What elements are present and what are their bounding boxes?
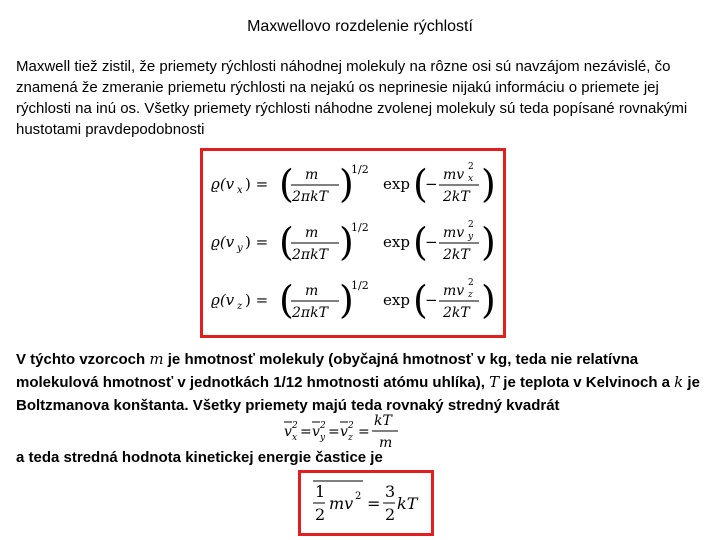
numerator-mv: mv bbox=[443, 283, 465, 299]
intro-paragraph: Maxwell tiež zistil, že priemety rýchlosti náhodnej molekuly na rôzne osi sú navzájom nezávislé, čo znamená že zmeranie priemetu rýchlosti na nejakú os neprinesie nijakú informáciu o priemete jej rýchlosti na inú os. Všetky priemety rýchlosti náhodne zvolenej molekuly sú teda popísané rovnakými hustotami pravdepodobnosti bbox=[16, 58, 688, 138]
equation-vz bbox=[211, 278, 496, 322]
svg-text:=: = bbox=[367, 494, 381, 513]
svg-text:z: z bbox=[468, 290, 473, 300]
exponent-half: 1/2 bbox=[351, 279, 369, 292]
svg-text:(: ( bbox=[279, 278, 294, 322]
svg-text:v: v bbox=[312, 424, 320, 440]
subscript-label: y bbox=[237, 243, 243, 254]
svg-text:(: ( bbox=[413, 278, 428, 322]
var-T: T bbox=[489, 373, 500, 391]
exp-label: exp bbox=[383, 291, 410, 309]
svg-text:y: y bbox=[320, 433, 326, 443]
subscript-label: z bbox=[237, 301, 243, 312]
maxwell-equations-box bbox=[200, 148, 506, 338]
exp-label: exp bbox=[383, 175, 410, 193]
svg-text:(: ( bbox=[413, 220, 428, 264]
rho-symbol: ϱ(v bbox=[211, 233, 235, 251]
svg-text:2: 2 bbox=[292, 421, 298, 431]
svg-text:2: 2 bbox=[468, 278, 474, 288]
svg-text:2: 2 bbox=[468, 220, 474, 230]
svg-text:): ) bbox=[481, 162, 496, 206]
svg-text:x: x bbox=[468, 174, 474, 184]
exp-label: exp bbox=[383, 233, 410, 251]
kinetic-energy-box bbox=[298, 470, 434, 536]
svg-text:v: v bbox=[340, 424, 348, 440]
svg-text:y: y bbox=[468, 232, 474, 242]
svg-text:3: 3 bbox=[385, 482, 396, 501]
svg-text:) =: ) = bbox=[245, 175, 269, 193]
numerator-mv: mv bbox=[443, 167, 465, 183]
svg-text:): ) bbox=[339, 162, 354, 206]
exponent-half: 1/2 bbox=[351, 163, 369, 176]
rho-symbol: ϱ(v bbox=[211, 291, 235, 309]
svg-text:) =: ) = bbox=[245, 291, 269, 309]
body-text-4: je Boltzmanova konštanta. Všetky priemety majú teda rovnaký stredný kvadrát bbox=[16, 374, 700, 414]
body-paragraph bbox=[16, 348, 706, 417]
body-text-1: V týchto vzorcoch bbox=[16, 351, 150, 368]
denominator-2kT: 2kT bbox=[443, 247, 470, 263]
slide-title: Maxwellovo rozdelenie rýchlostí bbox=[247, 18, 473, 35]
svg-text:kT: kT bbox=[397, 494, 418, 513]
svg-text:): ) bbox=[339, 278, 354, 322]
svg-text:): ) bbox=[481, 278, 496, 322]
rho-symbol: ϱ(v bbox=[211, 175, 235, 193]
body-text-2: je hmotnosť molekuly (obyčajná hmotnosť v kg, teda nie relatívna molekulová hmotnosť v jednotkách 1/12 hmotnosti atómu uhlíka), bbox=[16, 351, 639, 391]
svg-text:(: ( bbox=[413, 162, 428, 206]
equation-vy bbox=[211, 220, 496, 264]
svg-text:v: v bbox=[284, 424, 292, 440]
denominator-2kT: 2kT bbox=[443, 305, 470, 321]
svg-text:−: − bbox=[425, 233, 438, 251]
svg-text:(: ( bbox=[279, 220, 294, 264]
var-m: m bbox=[149, 350, 164, 368]
svg-text:z: z bbox=[348, 433, 353, 443]
numerator-m: m bbox=[305, 167, 319, 183]
kinetic-energy-lead-text: a teda stredná hodnota kinetickej energie častice je bbox=[16, 449, 383, 466]
denominator-2kT: 2kT bbox=[443, 189, 470, 205]
numerator-m: m bbox=[305, 283, 319, 299]
svg-text:2: 2 bbox=[315, 505, 326, 524]
svg-text:=: = bbox=[358, 424, 370, 440]
denominator: 2πkT bbox=[292, 247, 328, 263]
svg-text:=: = bbox=[300, 424, 312, 440]
svg-text:kT: kT bbox=[374, 413, 392, 429]
svg-text:x: x bbox=[292, 433, 298, 443]
svg-text:2: 2 bbox=[355, 491, 362, 502]
denominator: 2πkT bbox=[292, 189, 328, 205]
kinetic-energy-equation bbox=[313, 481, 419, 524]
svg-text:) =: ) = bbox=[245, 233, 269, 251]
equation-vx bbox=[211, 162, 496, 206]
svg-text:1: 1 bbox=[315, 482, 326, 501]
svg-text:m: m bbox=[379, 435, 393, 451]
svg-text:2: 2 bbox=[385, 505, 396, 524]
var-k: k bbox=[674, 373, 684, 391]
svg-text:−: − bbox=[425, 175, 438, 193]
body-text-3: je teplota v Kelvinoch a bbox=[499, 374, 675, 391]
numerator-mv: mv bbox=[443, 225, 465, 241]
subscript-label: x bbox=[237, 185, 243, 196]
svg-text:): ) bbox=[339, 220, 354, 264]
svg-text:=: = bbox=[328, 424, 340, 440]
svg-text:mv: mv bbox=[329, 494, 354, 513]
denominator: 2πkT bbox=[292, 305, 328, 321]
svg-text:): ) bbox=[481, 220, 496, 264]
numerator-m: m bbox=[305, 225, 319, 241]
svg-text:−: − bbox=[425, 291, 438, 309]
svg-text:2: 2 bbox=[348, 421, 354, 431]
exponent-half: 1/2 bbox=[351, 221, 369, 234]
svg-text:(: ( bbox=[279, 162, 294, 206]
svg-text:2: 2 bbox=[468, 162, 474, 172]
svg-text:2: 2 bbox=[320, 421, 326, 431]
